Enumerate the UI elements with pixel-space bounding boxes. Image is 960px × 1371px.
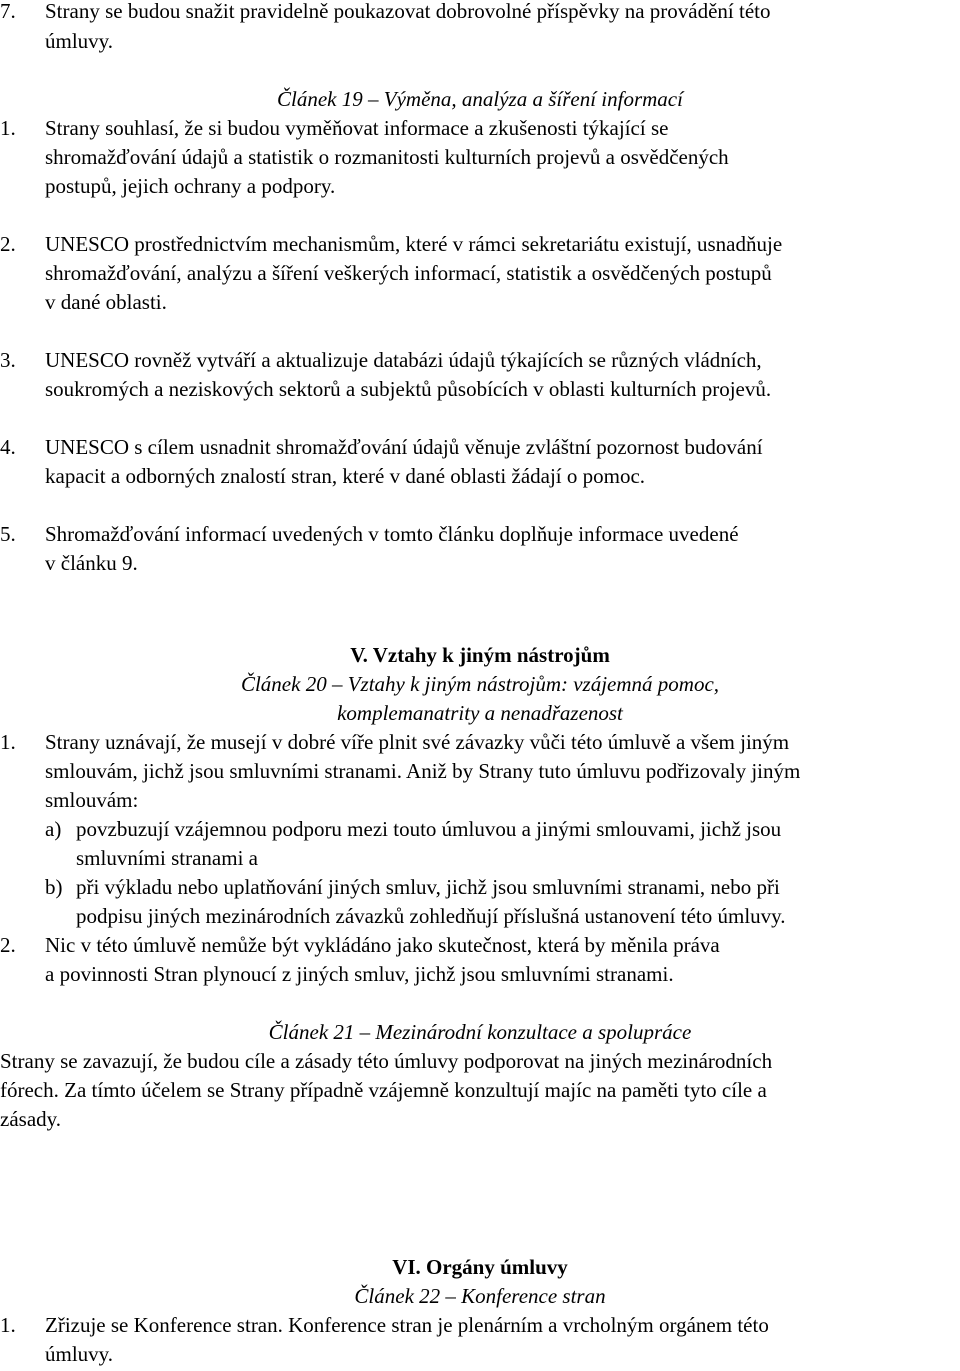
paragraph-line: soukromých a neziskových sektorů a subjektů působících v oblasti kulturních projevů.	[45, 377, 772, 401]
article-title: Článek 22 – Konference stran	[354, 1284, 606, 1308]
paragraph-line: shromažďování, analýzu a šíření veškerých informací, statistik a osvědčených postupů	[45, 261, 772, 285]
list-item-line: smluvními stranami a	[76, 846, 258, 870]
paragraph-number: 1.	[0, 730, 16, 754]
paragraph-line: úmluvy.	[45, 29, 114, 53]
paragraph-line: zásady.	[0, 1107, 62, 1131]
article-title: Článek 19 – Výměna, analýza a šíření informací	[277, 87, 683, 111]
paragraph-line: v dané oblasti.	[45, 290, 167, 314]
paragraph-number: 1.	[0, 1313, 16, 1337]
paragraph-number: 5.	[0, 522, 16, 546]
list-item-line: podpisu jiných mezinárodních závazků zohledňují příslušná ustanovení této úmluvy.	[76, 904, 786, 928]
paragraph-line: Nic v této úmluvě nemůže být vykládáno jako skutečnost, která by měnila práva	[45, 933, 720, 957]
article-title: komplemanatrity a nenadřazenost	[337, 701, 623, 725]
paragraph-line: fórech. Za tímto účelem se Strany případně vzájemně konzultují majíc na paměti tyto cíle a	[0, 1078, 767, 1102]
paragraph-line: úmluvy.	[45, 1342, 114, 1366]
article-title: Článek 21 – Mezinárodní konzultace a spolupráce	[268, 1020, 692, 1044]
paragraph-number: 2.	[0, 232, 16, 256]
paragraph-line: Strany se budou snažit pravidelně poukazovat dobrovolné příspěvky na provádění této	[45, 0, 771, 23]
paragraph-number: 7.	[0, 0, 16, 23]
paragraph-line: UNESCO prostřednictvím mechanismům, které v rámci sekretariátu existují, usnadňuje	[45, 232, 783, 256]
paragraph-line: smlouvám:	[45, 788, 139, 812]
list-item-line: povzbuzují vzájemnou podporu mezi touto úmluvou a jinými smlouvami, jichž jsou	[76, 817, 782, 841]
paragraph-number: 4.	[0, 435, 16, 459]
paragraph-line: Strany uznávají, že musejí v dobré víře plnit své závazky vůči této úmluvě a všem jiným	[45, 730, 790, 754]
list-item-label: b)	[45, 875, 63, 899]
paragraph-line: Shromažďování informací uvedených v tomto článku doplňuje informace uvedené	[45, 522, 739, 546]
paragraph-line: a povinnosti Stran plynoucí z jiných smluv, jichž jsou smluvními stranami.	[45, 962, 674, 986]
list-item-label: a)	[45, 817, 62, 841]
paragraph-line: postupů, jejich ochrany a podpory.	[45, 174, 336, 198]
paragraph-line: UNESCO s cílem usnadnit shromažďování údajů věnuje zvláštní pozornost budování	[45, 435, 763, 459]
section-heading: V. Vztahy k jiným nástrojům	[350, 643, 610, 667]
paragraph-number: 1.	[0, 116, 16, 140]
paragraph-line: shromažďování údajů a statistik o rozmanitosti kulturních projevů a osvědčených	[45, 145, 729, 169]
paragraph-line: smlouvám, jichž jsou smluvními stranami. Aniž by Strany tuto úmluvu podřizovaly jiným	[45, 759, 801, 783]
section-heading: VI. Orgány úmluvy	[392, 1255, 568, 1279]
paragraph-line: Strany souhlasí, že si budou vyměňovat informace a zkušenosti týkající se	[45, 116, 669, 140]
paragraph-line: kapacit a odborných znalostí stran, které v dané oblasti žádají o pomoc.	[45, 464, 646, 488]
paragraph-number: 2.	[0, 933, 16, 957]
paragraph-line: Strany se zavazují, že budou cíle a zásady této úmluvy podporovat na jiných mezinárodních	[0, 1049, 773, 1073]
article-title: Článek 20 – Vztahy k jiným nástrojům: vzájemná pomoc,	[240, 672, 720, 696]
paragraph-line: Zřizuje se Konference stran. Konference stran je plenárním a vrcholným orgánem této	[45, 1313, 769, 1337]
paragraph-line: UNESCO rovněž vytváří a aktualizuje databázi údajů týkajících se různých vládních,	[45, 348, 762, 372]
list-item-line: při výkladu nebo uplatňování jiných smluv, jichž jsou smluvními stranami, nebo při	[76, 875, 780, 899]
paragraph-number: 3.	[0, 348, 16, 372]
paragraph-line: v článku 9.	[45, 551, 138, 575]
